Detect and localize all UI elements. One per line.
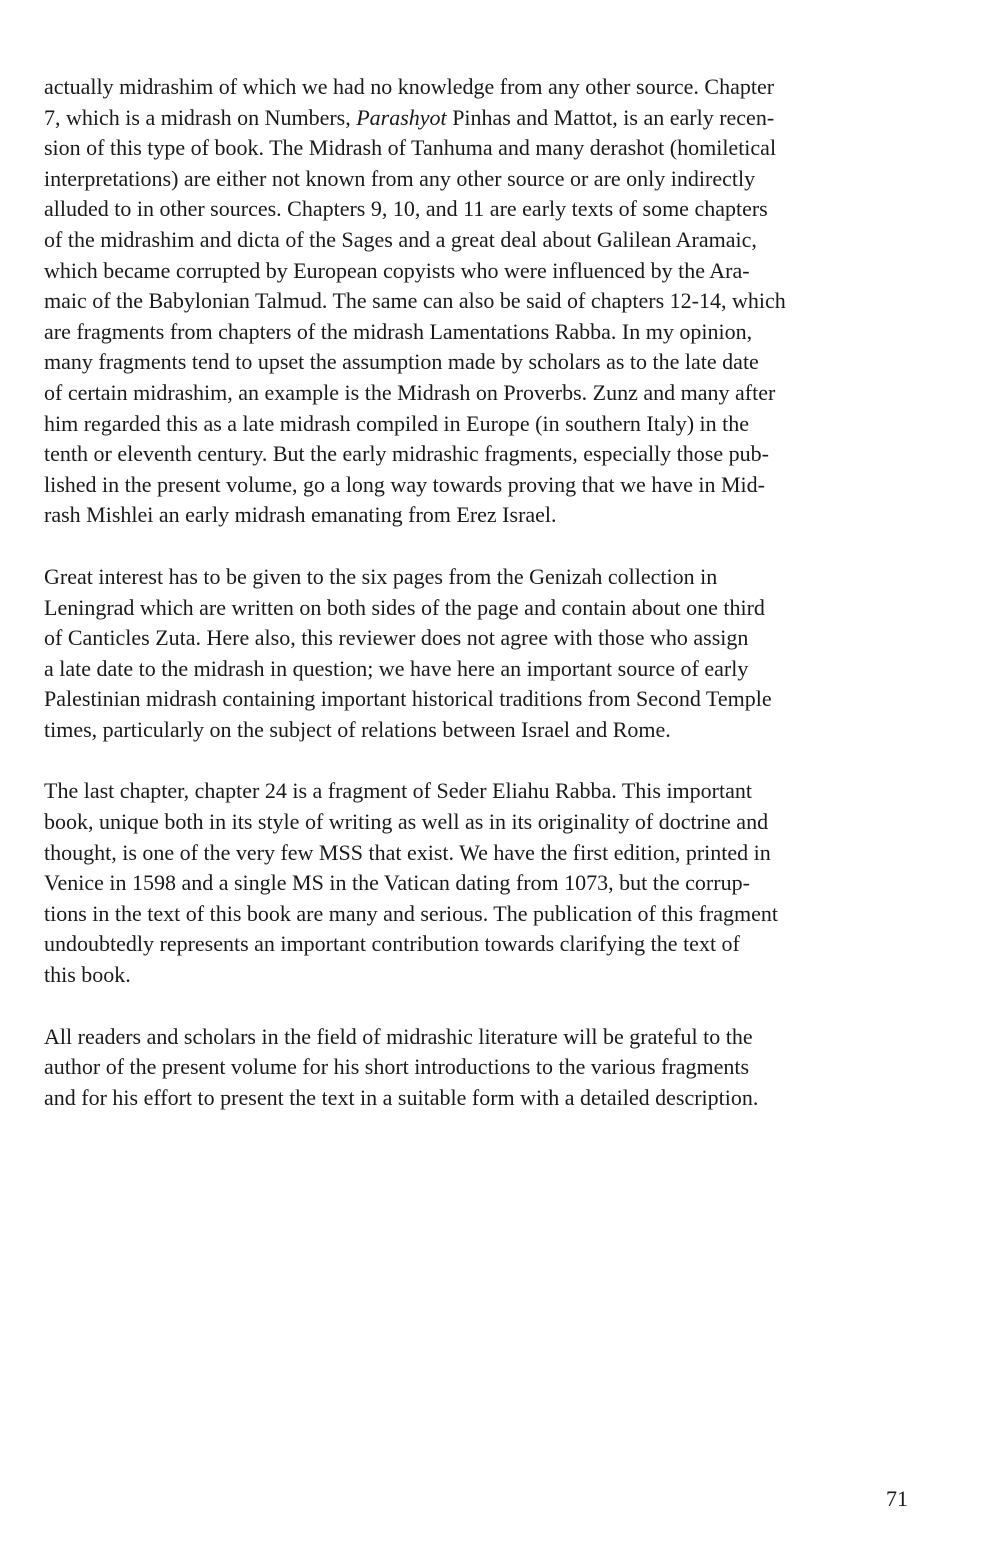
paragraph-4: All readers and scholars in the field of midrashic literature will be grateful to the author of the present volume for his short introductions to the various fragments and for his effort to present the text in a suitable form with a detailed description.: [44, 1023, 759, 1110]
paragraph-1-text-end: Pinhas and Mattot, is an early recen- sion of this type of book. The Midrash of Tanhuma and many derashot (homiletical interpretations) are either not known from any other source or are only indirectly alluded to in other sources. Chapters 9, 10, and 11 are early texts of some chapters of the midrashim and dicta of the Sages and a great deal about Galilean Aramaic, which became corrupted by European copyists who were influenced by the Ara- maic of the Babylonian Talmud. The same can also be said of chapters 12-14, which are fragments from chapters of the midrash Lamentations Rabba. In my opinion, many fragments tend to upset the assumption made by scholars as to the late date of certain midrashim, an example is the Midrash on Proverbs. Zunz and many after him regarded this as a late midrash compiled in Europe (in southern Italy) in the tenth or eleventh century. But the early midrashic fragments, especially those pub- lished in the present volume, go a long way towards proving that we have in Mid- rash Mishlei an early midrash emanating from Erez Israel.: [44, 104, 786, 528]
page-number: 71: [886, 1486, 908, 1511]
body-text: [44, 72, 914, 1113]
paragraph-3: The last chapter, chapter 24 is a fragment of Seder Eliahu Rabba. This important book, unique both in its style of writing as well as in its originality of doctrine and thought, is one of the very few MSS that exist. We have the first edition, printed in Venice in 1598 and a single MS in the Vatican dating from 1073, but the corrup- tions in the text of this book are many and serious. The publication of this fragment undoubtedly represents an important contribution towards clarifying the text of this book.: [44, 778, 779, 988]
paragraph-2: Great interest has to be given to the six pages from the Genizah collection in Leningrad which are written on both sides of the page and contain about one third of Canticles Zuta. Here also, this reviewer does not agree with those who assign a late date to the midrash in question; we have here an important source of early Palestinian midrash containing important historical traditions from Second Temple times, particularly on the subject of relations between Israel and Rome.: [44, 563, 772, 742]
paragraph-1-italic-term: Parashyot: [356, 104, 447, 130]
paragraph-1-text-start: actually midrashim of which we had no knowledge from any other source. Chapter 7, which is a midrash on Numbers,: [44, 74, 775, 130]
paragraph-1: [44, 72, 914, 531]
